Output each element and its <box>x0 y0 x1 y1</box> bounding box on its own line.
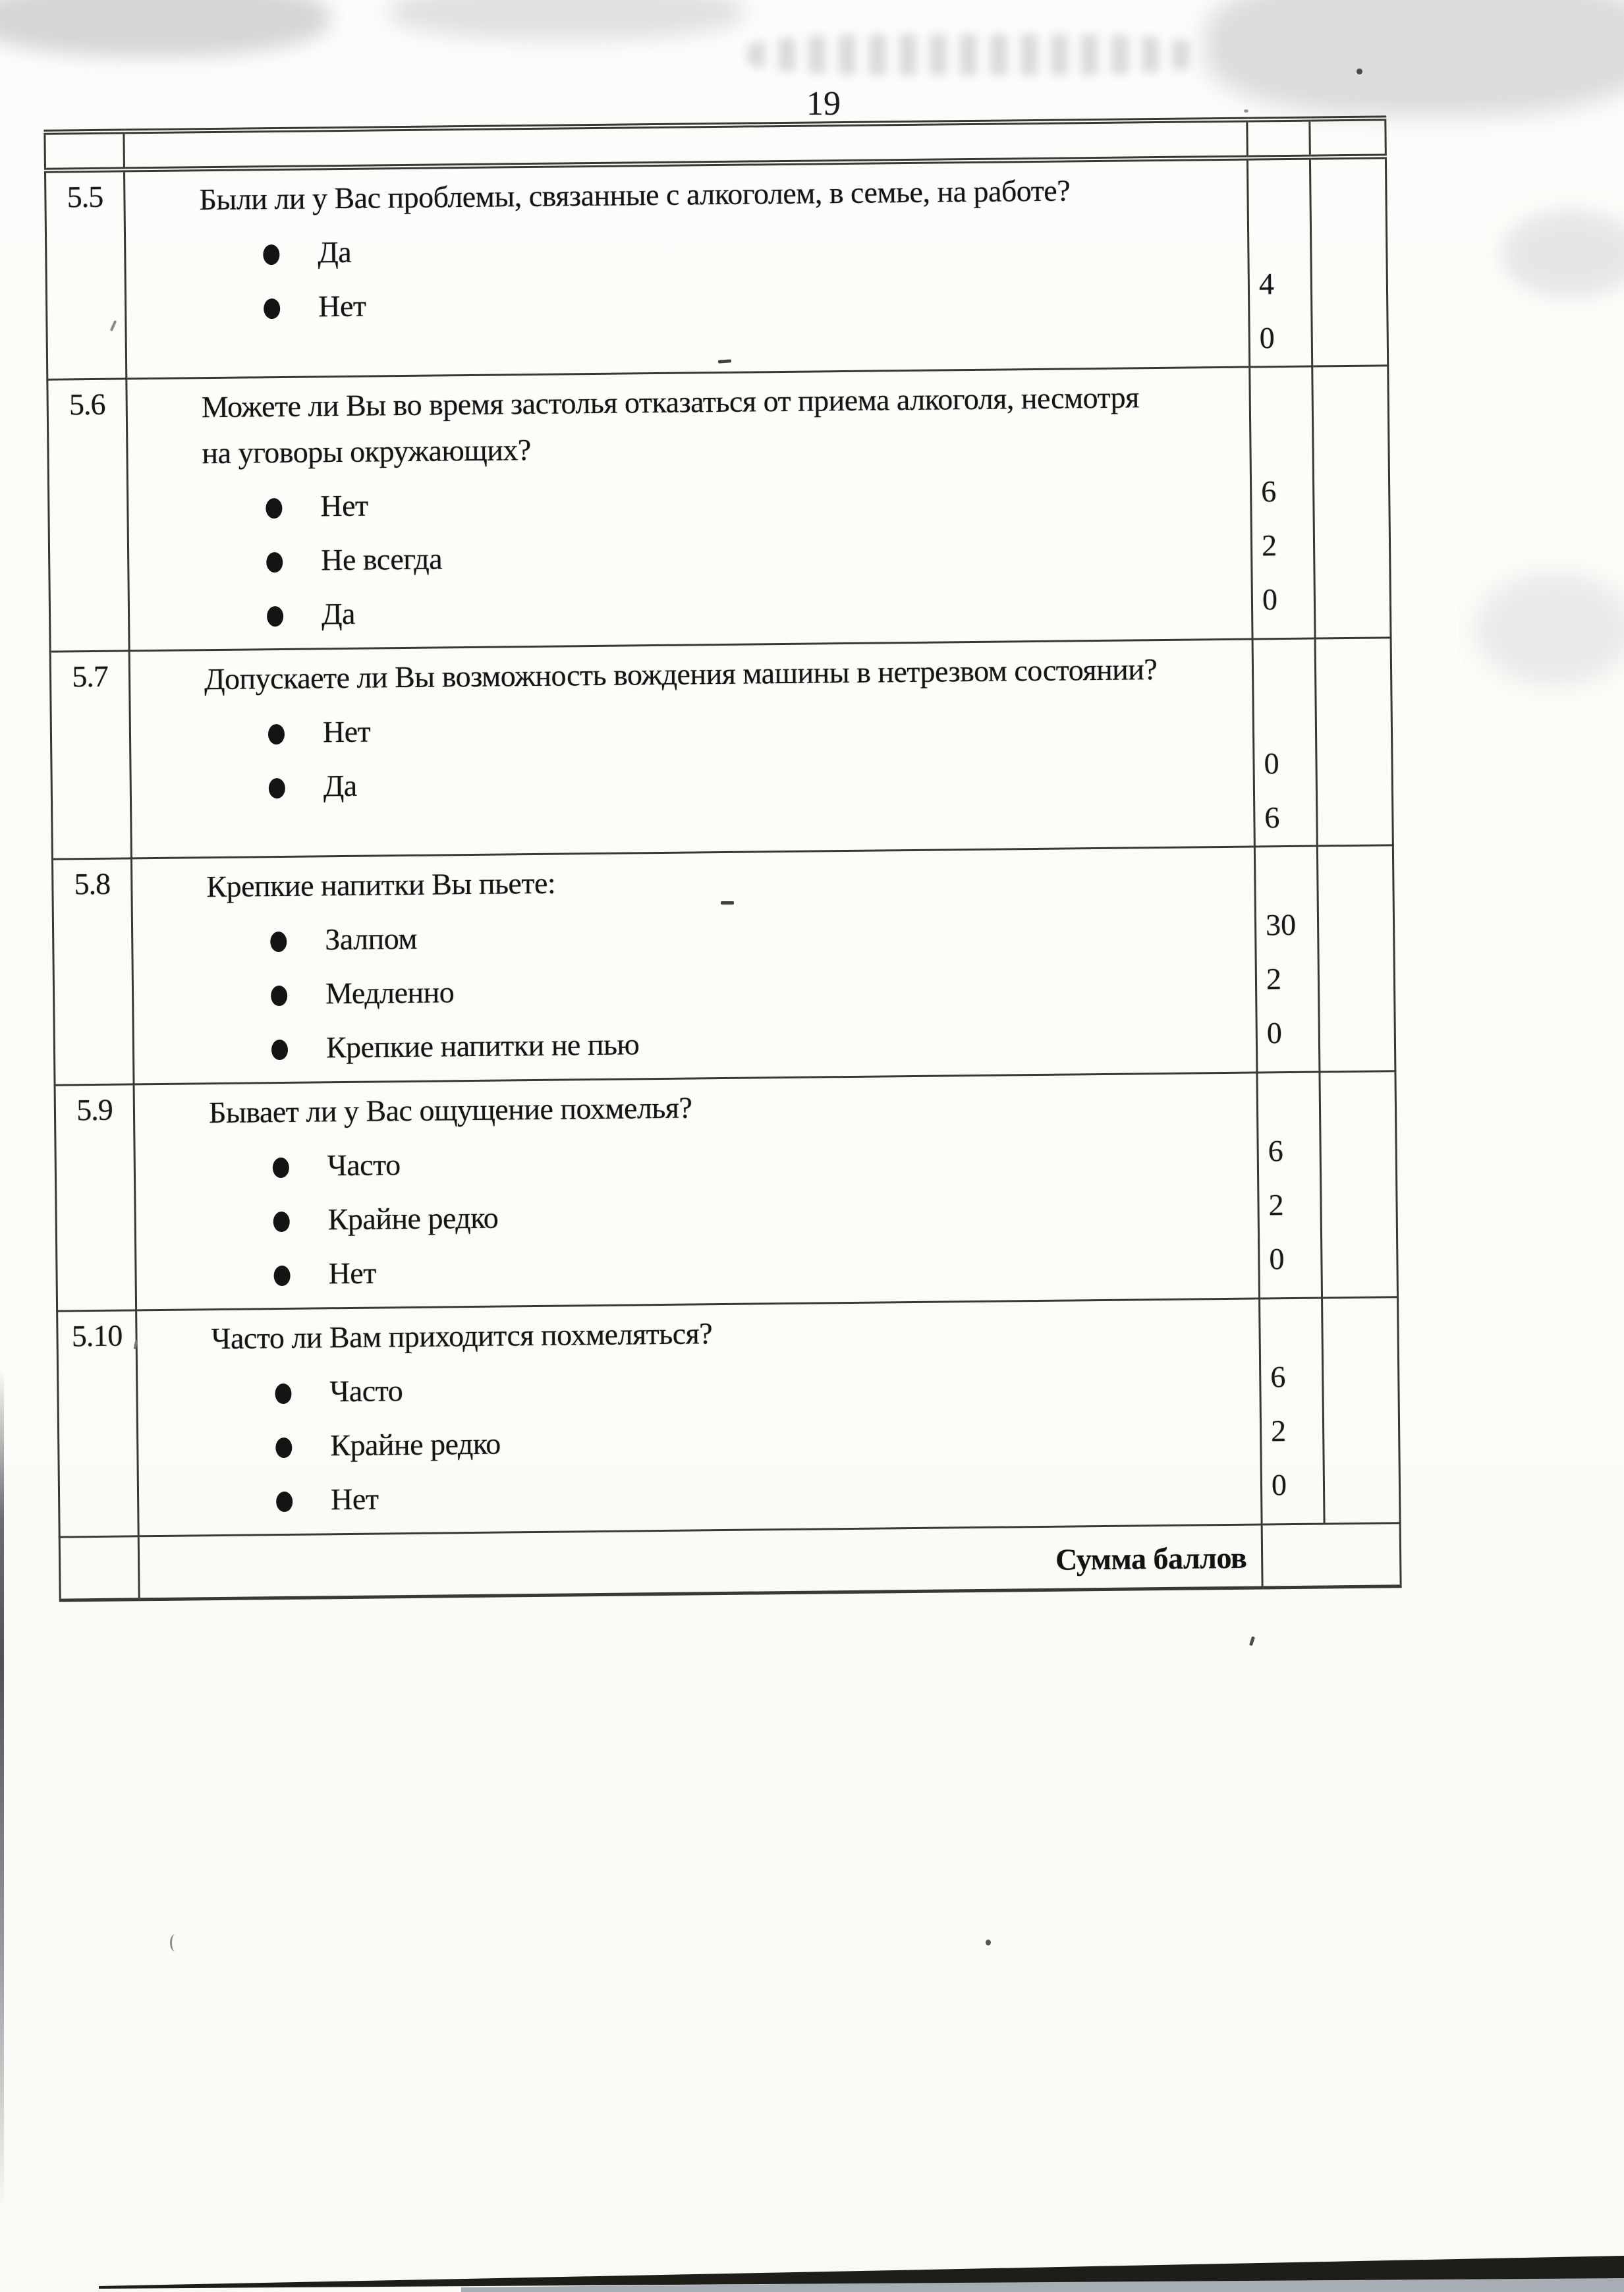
option-score: 2 <box>1270 1414 1287 1448</box>
option-label: Нет <box>328 1256 377 1291</box>
score-spacer <box>1263 640 1315 737</box>
scan-edge-line <box>0 1370 4 2207</box>
mark-cell <box>1320 1071 1398 1298</box>
bullet-icon <box>263 244 279 265</box>
scan-speck <box>1244 109 1248 113</box>
score-spacer <box>1258 161 1310 258</box>
options-list <box>268 696 1177 814</box>
question-text: Допускаете ли Вы возможность вождения машины в нетрезвом состоянии? <box>204 652 1158 696</box>
questionnaire-table <box>43 115 1401 1602</box>
options-list <box>266 470 1175 642</box>
questionnaire-sheet <box>43 115 1399 1602</box>
option-label: Нет <box>330 1482 379 1517</box>
option-label: Часто <box>329 1374 403 1409</box>
score-spacer <box>1267 1074 1318 1125</box>
question-text: Бывает ли у Вас ощущение похмелья? <box>208 1090 692 1130</box>
sum-label-cell <box>138 1524 1262 1600</box>
sum-row <box>59 1523 1401 1600</box>
option-score: 2 <box>1266 962 1282 996</box>
option-item <box>271 1012 1180 1075</box>
option-item <box>275 1356 1183 1419</box>
score-spacer <box>1265 848 1316 899</box>
bullet-icon <box>271 1040 288 1060</box>
scan-speck <box>170 1934 180 1951</box>
scan-speck <box>1249 1636 1255 1646</box>
bullet-icon <box>268 724 285 744</box>
question-cell <box>124 158 1249 379</box>
option-score: 0 <box>1271 1468 1287 1502</box>
option-item <box>266 470 1174 534</box>
option-score: 0 <box>1269 1242 1285 1276</box>
scan-noise <box>389 0 744 40</box>
option-item <box>268 750 1177 814</box>
question-cell <box>131 847 1256 1084</box>
option-label: Часто <box>327 1148 401 1183</box>
bullet-icon <box>273 1158 289 1178</box>
sum-number-cell <box>59 1536 139 1600</box>
options-list <box>263 217 1172 334</box>
question-number: 5.7 <box>50 651 131 859</box>
question-number: 5.10 <box>57 1310 139 1537</box>
bullet-icon <box>264 298 280 319</box>
table-row <box>45 156 1388 379</box>
option-label: Нет <box>322 714 371 749</box>
mark-cell <box>1317 845 1395 1072</box>
option-score: 6 <box>1270 1360 1286 1394</box>
option-label: Да <box>318 235 352 269</box>
option-score: 4 <box>1258 267 1275 301</box>
scan-edge-shadow <box>0 2229 1624 2292</box>
option-score: 30 <box>1265 907 1297 942</box>
question-text: Крепкие напитки Вы пьете: <box>206 866 556 904</box>
table-row <box>57 1297 1400 1537</box>
option-label: Крайне редко <box>330 1426 501 1463</box>
option-item <box>271 958 1179 1021</box>
scan-noise <box>1502 211 1624 296</box>
option-score: 0 <box>1264 746 1279 781</box>
page-number: 19 <box>806 85 841 123</box>
option-label: Крайне редко <box>327 1200 499 1237</box>
bullet-icon <box>270 932 287 952</box>
header-number-cell <box>45 131 125 170</box>
option-label: Медленно <box>325 975 455 1011</box>
score-cell <box>1257 1072 1322 1299</box>
option-item <box>275 1410 1184 1473</box>
score-cell <box>1250 366 1315 639</box>
option-score: 0 <box>1262 582 1278 617</box>
scan-noise <box>1206 0 1624 115</box>
options-list <box>275 1356 1185 1527</box>
score-cell <box>1254 846 1320 1073</box>
mark-cell <box>1315 638 1393 846</box>
table-row <box>50 638 1393 859</box>
question-cell <box>136 1299 1262 1536</box>
question-text: Часто ли Вам приходится похмеляться? <box>211 1316 713 1356</box>
option-item <box>273 1238 1182 1301</box>
score-spacer <box>1260 368 1312 465</box>
bullet-icon <box>275 1384 291 1404</box>
question-text: Можете ли Вы во время застолья отказаться от приема алкоголя, несмотря на уговоры окружающих? <box>201 380 1140 470</box>
question-cell <box>126 367 1252 651</box>
option-label: Да <box>321 596 356 631</box>
option-item <box>266 524 1175 588</box>
scan-speck <box>986 1940 991 1945</box>
score-cell <box>1252 638 1317 847</box>
scan-noise <box>1476 573 1624 685</box>
option-item <box>263 217 1171 280</box>
header-score-cell <box>1247 119 1310 158</box>
option-label: Залпом <box>324 921 418 957</box>
option-score: 0 <box>1259 321 1275 355</box>
table-body <box>45 118 1401 1600</box>
sum-label: Сумма баллов <box>1055 1540 1247 1577</box>
bullet-icon <box>271 986 287 1006</box>
header-mark-cell <box>1310 118 1386 157</box>
option-score: 6 <box>1264 800 1280 835</box>
options-list <box>270 904 1180 1075</box>
scan-speck <box>1357 69 1362 74</box>
option-score: 6 <box>1260 474 1277 509</box>
score-spacer <box>1270 1300 1321 1351</box>
bullet-icon <box>269 778 285 798</box>
question-number: 5.8 <box>52 858 134 1085</box>
option-label: Крепкие напитки не пью <box>325 1027 640 1065</box>
table-row <box>55 1071 1397 1311</box>
question-number: 5.9 <box>55 1084 136 1311</box>
option-score: 0 <box>1266 1016 1283 1050</box>
option-item <box>276 1464 1185 1527</box>
scan-noise <box>0 0 329 56</box>
option-score: 2 <box>1268 1188 1284 1222</box>
bullet-icon <box>273 1212 290 1232</box>
scan-noise-ghost-text <box>748 34 1202 75</box>
bullet-icon <box>266 498 282 518</box>
question-number: 5.6 <box>47 379 129 652</box>
score-cell <box>1247 157 1312 367</box>
mark-cell <box>1310 156 1387 366</box>
sum-score-cell <box>1262 1523 1401 1588</box>
option-item <box>273 1184 1181 1247</box>
bullet-icon <box>273 1266 290 1286</box>
bullet-icon <box>276 1492 293 1512</box>
option-label: Нет <box>318 289 366 323</box>
question-cell <box>134 1073 1259 1310</box>
table-row <box>52 845 1395 1085</box>
question-cell <box>129 639 1254 858</box>
table-row <box>47 366 1391 652</box>
option-label: Не всегда <box>320 542 443 577</box>
mark-cell <box>1312 366 1391 638</box>
option-item <box>272 1130 1181 1193</box>
bullet-icon <box>266 552 283 573</box>
question-text: Были ли у Вас проблемы, связанные с алкоголем, в семье, на работе? <box>199 173 1071 217</box>
option-label: Нет <box>320 488 368 523</box>
bullet-icon <box>267 606 283 627</box>
question-number: 5.5 <box>45 169 126 379</box>
option-item <box>267 578 1175 642</box>
option-label: Да <box>323 768 357 803</box>
bullet-icon <box>275 1438 292 1458</box>
option-item <box>270 904 1179 967</box>
option-score: 6 <box>1268 1134 1283 1168</box>
option-score: 2 <box>1261 528 1277 563</box>
option-item <box>264 271 1172 334</box>
score-cell <box>1260 1298 1325 1524</box>
options-list <box>272 1130 1182 1301</box>
mark-cell <box>1322 1297 1401 1524</box>
option-item <box>268 696 1177 760</box>
